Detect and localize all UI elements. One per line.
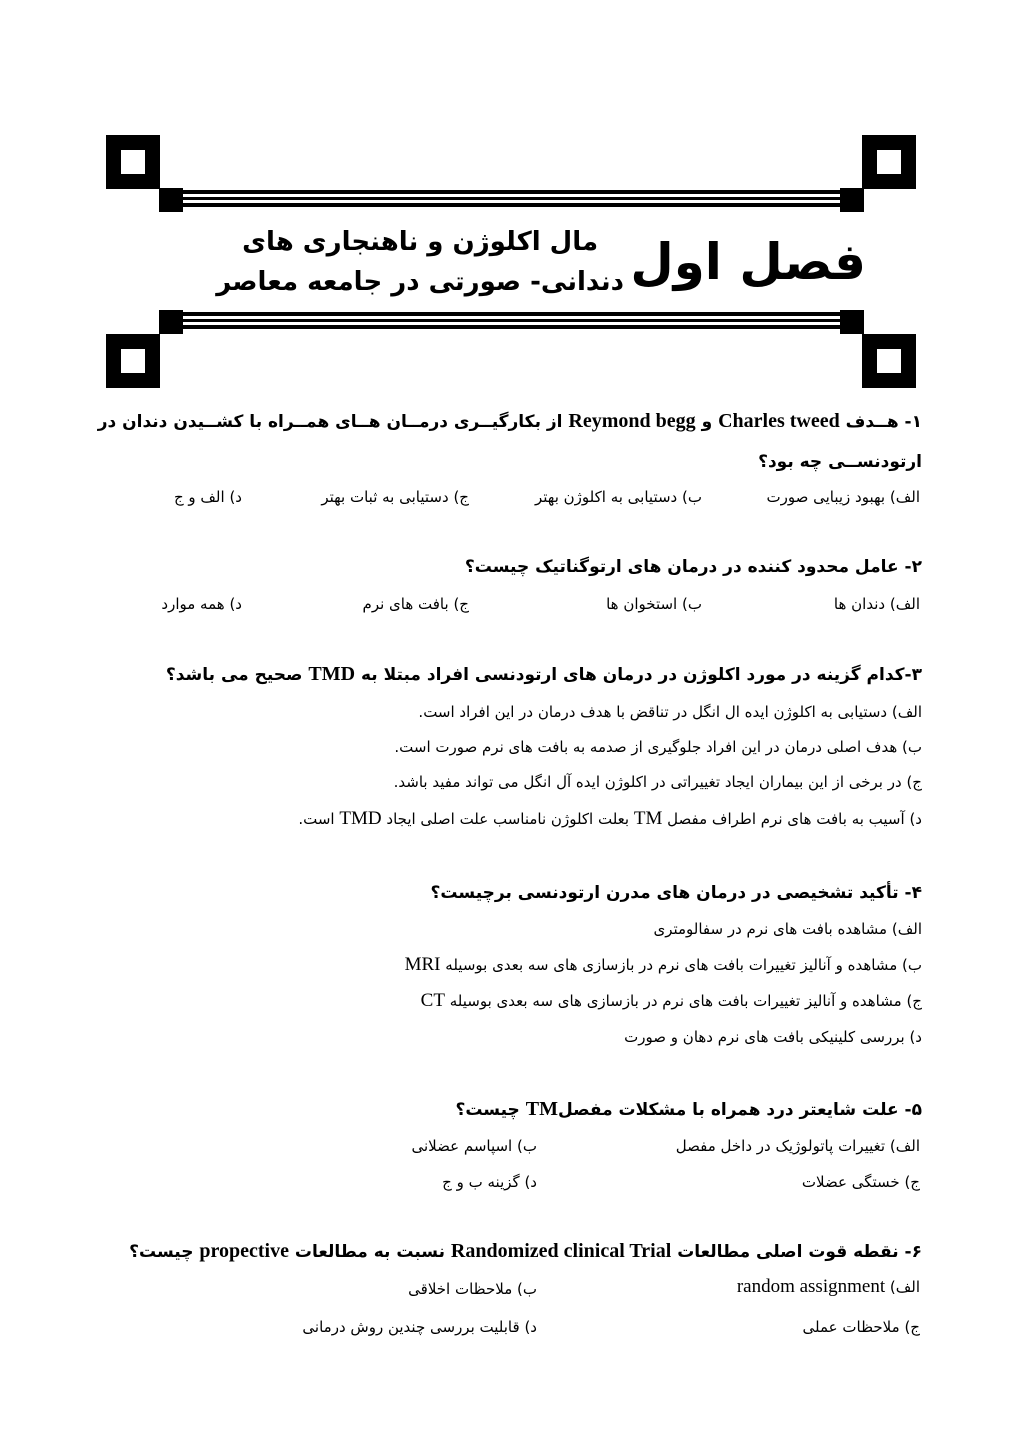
text-segment: د) [909, 810, 922, 828]
corner-square-top-right [862, 135, 916, 189]
text-segment: مشاهده بافت های نرم در سفالومتری [653, 920, 888, 938]
question-1-option-d[interactable] [174, 488, 242, 506]
corner-block-bottom-left [159, 310, 183, 334]
text-segment: TMD [339, 808, 382, 829]
text-segment: بررسی کلینیکی بافت های نرم دهان و صورت [624, 1028, 905, 1046]
text-segment: ب) [517, 1137, 537, 1155]
question-2-text [465, 557, 922, 577]
rule-line [182, 325, 841, 329]
question-3-text [166, 663, 922, 686]
question-5-option-c[interactable] [802, 1173, 920, 1191]
text-segment: الف و ج [173, 488, 225, 506]
rule-line [182, 203, 841, 207]
text-segment: الف) [889, 1137, 920, 1155]
text-segment: TM [633, 808, 663, 829]
question-3-option-a[interactable] [418, 703, 922, 721]
text-segment: Reymond begg [568, 410, 696, 432]
text-segment: تغییرات پاتولوژیک در داخل مفصل [675, 1137, 886, 1155]
text-segment: الف) [889, 488, 920, 506]
corner-block-bottom-right [840, 310, 864, 334]
corner-block-top-right [840, 188, 864, 212]
corner-block-top-left [159, 188, 183, 212]
text-segment: صحیح می باشد؟ [165, 665, 303, 685]
text-segment: است. [298, 810, 335, 828]
rule-line [182, 197, 841, 200]
text-segment: چیست؟ [455, 1100, 520, 1120]
text-segment: نقطه قوت اصلی مطالعات [677, 1242, 899, 1262]
question-6-text [129, 1240, 922, 1263]
question-6-option-b[interactable] [408, 1280, 537, 1298]
text-segment: کدام گزینه در مورد اکلوژن در درمان های ارتودنسی افراد مبتلا به [361, 665, 905, 685]
question-5-option-d[interactable] [442, 1173, 537, 1191]
text-segment: ج) [904, 1173, 920, 1191]
text-segment: TMD [308, 663, 356, 685]
text-segment: بافت های نرم [362, 595, 449, 613]
text-segment: بهبود زیبایی صورت [766, 488, 886, 506]
text-segment: CT [420, 990, 445, 1011]
question-6-option-a[interactable] [737, 1276, 920, 1298]
text-segment: ب) [682, 488, 702, 506]
question-1-text-line1 [97, 410, 922, 433]
corner-square-top-left [106, 135, 160, 189]
question-4-option-b[interactable] [405, 954, 922, 976]
question-1-text-line2: ارتودنســی چه بود؟ [758, 452, 922, 472]
text-segment: بعلت اکلوژن نامناسب علت اصلی ایجاد [386, 810, 630, 828]
text-segment: دستیابی به اکلوژن ایده ال انگل در تناقض با هدف درمان در این افراد است. [418, 703, 888, 721]
text-segment: اسپاسم عضلانی [411, 1137, 513, 1155]
question-1-option-b[interactable] [535, 488, 702, 506]
text-segment: هدف اصلی درمان در این افراد جلوگیری از صدمه به بافت های نرم صورت است. [394, 738, 898, 756]
text-segment: خستگی عضلات [801, 1173, 900, 1191]
text-segment: ب) [902, 956, 922, 974]
question-5-text [455, 1098, 922, 1121]
question-6-option-d[interactable] [302, 1318, 537, 1336]
chapter-title-line2: دندانی- صورتی در جامعه معاصر [216, 267, 624, 297]
question-1-option-a[interactable] [766, 488, 920, 506]
text-segment: دستیابی به ثبات بهتر [321, 488, 449, 506]
question-4-option-d[interactable] [624, 1028, 922, 1046]
text-segment: تأکید تشخیصی در درمان های مدرن ارتودنسی برچیست؟ [430, 883, 899, 903]
header-rule-top [182, 190, 841, 208]
rule-line [182, 190, 841, 194]
text-segment: و [701, 412, 713, 432]
text-segment: نسبت به مطالعات [294, 1242, 445, 1262]
text-segment: ملاحظات اخلاقی [408, 1280, 513, 1298]
text-segment: MRI [404, 954, 441, 975]
text-segment: علت شایعتر درد همراه با مشکلات مفصل [557, 1100, 899, 1120]
text-segment: ۴- [904, 883, 922, 903]
corner-square-bottom-left [106, 334, 160, 388]
text-segment: ۶- [904, 1242, 922, 1262]
text-segment: مشاهده و آنالیز تغییرات بافت های نرم در بازسازی های سه بعدی بوسیله [449, 992, 902, 1010]
text-segment: propective [199, 1240, 289, 1262]
text-segment: از بکارگیــری درمــان هــای همــراه با کشــیدن دندان در [97, 412, 563, 432]
question-2-option-a[interactable] [834, 595, 920, 613]
text-segment: عامل محدود کننده در درمان های ارتوگناتیک چیست؟ [464, 557, 899, 577]
chapter-title-line1: مال اکلوژن و ناهنجاری های [242, 227, 599, 257]
rule-line [182, 312, 841, 316]
question-5-option-b[interactable] [411, 1137, 537, 1155]
text-segment: ج) [453, 595, 469, 613]
text-segment: د) [524, 1173, 537, 1191]
text-segment: هــدف [845, 412, 899, 432]
text-segment: ج) [906, 773, 922, 791]
question-3-option-c[interactable] [394, 773, 922, 791]
text-segment: Charles tweed [718, 410, 840, 432]
text-segment: الف) [891, 703, 922, 721]
text-segment: مشاهده و آنالیز تغییرات بافت های نرم در بازسازی های سه بعدی بوسیله [445, 956, 898, 974]
text-segment: ملاحظات عملی [802, 1318, 900, 1336]
question-3-option-b[interactable] [394, 738, 922, 756]
text-segment: ۲- [904, 557, 922, 577]
text-segment: استخوان ها [606, 595, 678, 613]
text-segment: Randomized clinical Trial [450, 1240, 672, 1262]
question-2-option-c[interactable] [363, 595, 469, 613]
text-segment: الف) [889, 595, 920, 613]
text-segment: ۳- [904, 665, 922, 685]
corner-square-bottom-right [862, 334, 916, 388]
text-segment: ج) [906, 992, 922, 1010]
question-4-option-a[interactable] [653, 920, 922, 938]
header-rule-bottom [182, 312, 841, 330]
text-segment: ج) [453, 488, 469, 506]
text-segment: random assignment [736, 1276, 886, 1297]
text-segment: ب) [682, 595, 702, 613]
question-3-option-d[interactable] [298, 808, 922, 830]
text-segment: آسیب به بافت های نرم اطراف مفصل [667, 810, 905, 828]
text-segment: د) [909, 1028, 922, 1046]
question-4-option-c[interactable] [421, 990, 922, 1012]
text-segment: ب) [517, 1280, 537, 1298]
question-6-option-c[interactable] [803, 1318, 920, 1336]
text-segment: همه موارد [161, 595, 225, 613]
chapter-label: فصل اول [630, 233, 866, 291]
text-segment: د) [229, 488, 242, 506]
question-1-option-c[interactable] [321, 488, 469, 506]
text-segment: دستیابی به اکلوژن بهتر [534, 488, 678, 506]
text-segment: الف) [891, 920, 922, 938]
text-segment: در برخی از این بیماران ایجاد تغییراتی در اکلوژن ایده آل انگل می تواند مفید باشد. [393, 773, 902, 791]
rule-line [182, 319, 841, 322]
text-segment: چیست؟ [129, 1242, 194, 1262]
text-segment: TM [525, 1098, 558, 1120]
text-segment: ۵- [904, 1100, 922, 1120]
text-segment: دندان ها [833, 595, 886, 613]
text-segment: ۱- [904, 412, 922, 432]
question-2-option-b[interactable] [606, 595, 702, 613]
text-segment: گزینه ب و ج [442, 1173, 520, 1191]
text-segment: قابلیت بررسی چندین روش درمانی [302, 1318, 520, 1336]
question-4-text [431, 883, 922, 903]
text-segment: ب) [902, 738, 922, 756]
question-2-option-d[interactable] [161, 595, 242, 613]
chapter-title [216, 222, 624, 302]
text-segment: د) [524, 1318, 537, 1336]
question-5-option-a[interactable] [676, 1137, 920, 1155]
text-segment: د) [229, 595, 242, 613]
text-segment: ج) [904, 1318, 920, 1336]
text-segment: الف) [889, 1278, 920, 1296]
